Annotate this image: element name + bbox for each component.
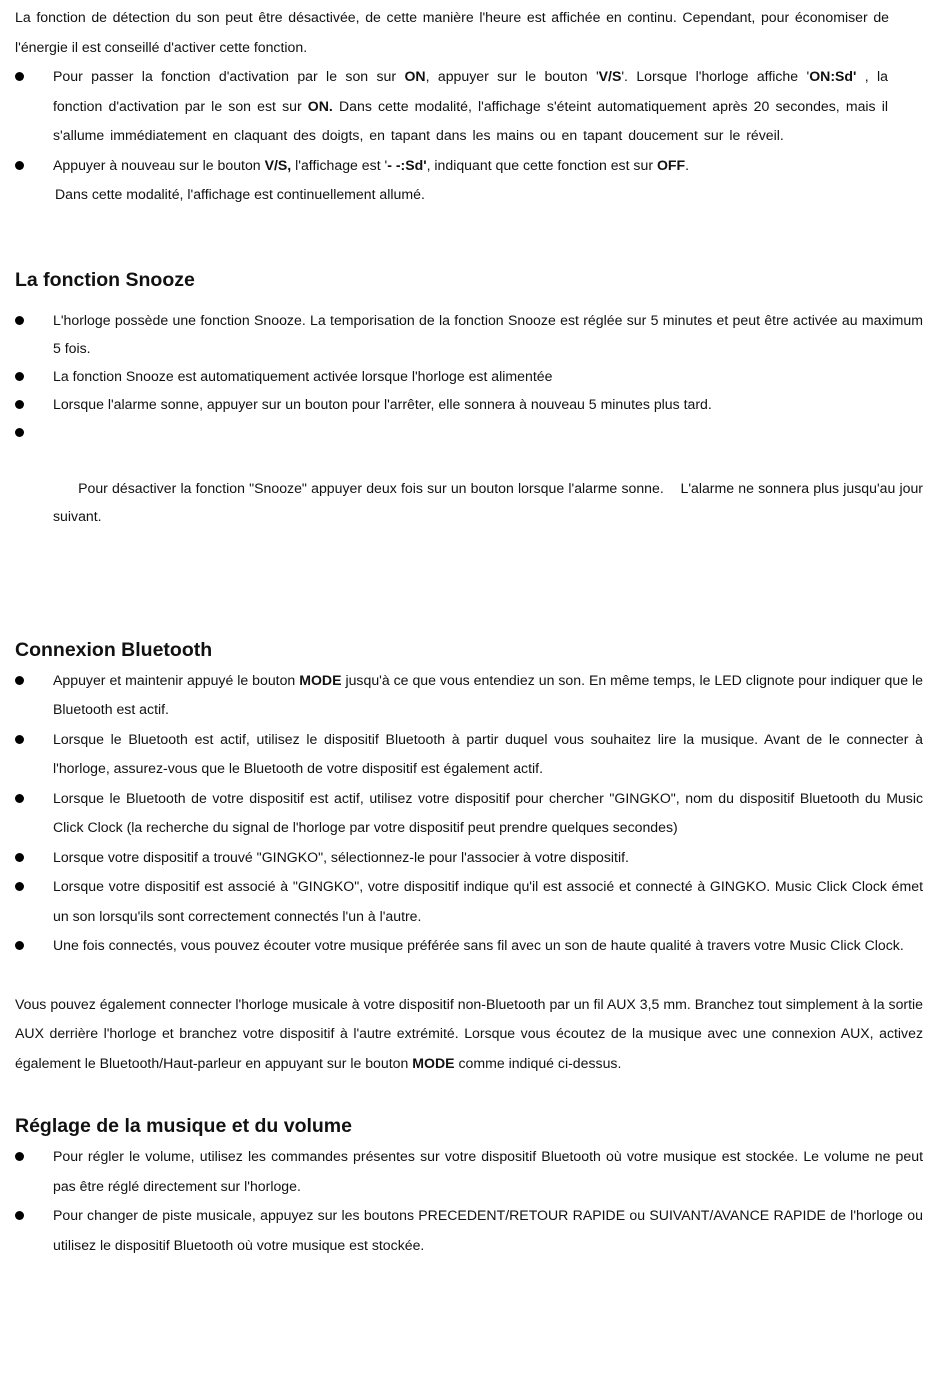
bluetooth-list [15, 666, 923, 961]
list-item: L'horloge possède une fonction Snooze. La temporisation de la fonction Snooze est réglée sur 5 minutes et peut être activée au maximum 5 fois. [15, 306, 923, 362]
list-item: Pour passer la fonction d'activation par le son sur ON, appuyer sur le bouton 'V/S'. Lorsque l'horloge affiche 'ON:Sd' , la fonction d'activation par le son est sur ON. Dans cette modalité, l'affichage s'éteint automatiquement après 20 secondes, mais il s'allume immédiatement en claquant des doigts, en tapant dans les mains ou en tapant doucement sur le réveil. [15, 62, 923, 151]
bullet-icon [15, 72, 24, 81]
bullet-icon [15, 372, 24, 381]
bullet-icon [15, 941, 24, 950]
list-item: Lorsque le Bluetooth est actif, utilisez le dispositif Bluetooth à partir duquel vous souhaitez lire la musique. Avant de le connecter à l'horloge, assurez-vous que le Bluetooth de votre dispositif est également actif. [15, 725, 923, 784]
volume-list [15, 1142, 923, 1260]
document-page [15, 0, 927, 1260]
list-item: Appuyer à nouveau sur le bouton V/S, l'affichage est '- -:Sd', indiquant que cette fonction est sur OFF. [15, 151, 923, 181]
spacer [15, 210, 923, 266]
bullet-icon [15, 882, 24, 891]
list-item: Lorsque l'alarme sonne, appuyer sur un bouton pour l'arrêter, elle sonnera à nouveau 5 minutes plus tard. [15, 390, 923, 418]
bluetooth-heading: Connexion Bluetooth [15, 638, 213, 661]
volume-heading: Réglage de la musique et du volume [15, 1115, 352, 1137]
snooze-list [15, 306, 927, 558]
list-item: Une fois connectés, vous pouvez écouter votre musique préférée sans fil avec un son de haute qualité à travers votre Music Click Clock. [15, 931, 923, 961]
list-item: Pour changer de piste musicale, appuyez sur les boutons PRECEDENT/RETOUR RAPIDE ou SUIVANT/AVANCE RAPIDE de l'horloge ou utilisez le dispositif Bluetooth où votre musique est stockée. [15, 1201, 923, 1260]
list-item: Appuyer et maintenir appuyé le bouton MODE jusqu'à ce que vous entendiez un son. En même temps, le LED clignote pour indiquer que le Bluetooth est actif. [15, 666, 923, 725]
bullet-icon [15, 794, 24, 803]
sound-activation-list [15, 62, 923, 180]
bullet-icon [15, 1152, 24, 1161]
bullet-icon [15, 676, 24, 685]
spacer [15, 558, 923, 636]
intro-paragraph: La fonction de détection du son peut être désactivée, de cette manière l'heure est affichée en continu. Cependant, pour économiser de l'énergie il est conseillé d'activer cette fonction. [15, 9, 889, 55]
list-item: Pour désactiver la fonction "Snooze" appuyer deux fois sur un bouton lorsque l'alarme sonne. L'alarme ne sonnera plus jusqu'au jour suivant. [15, 418, 923, 558]
bullet-icon [15, 161, 24, 170]
bullet-icon [15, 853, 24, 862]
bullet-icon [15, 1211, 24, 1220]
aux-paragraph: Vous pouvez également connecter l'horloge musicale à votre dispositif non-Bluetooth par un fil AUX 3,5 mm. Branchez tout simplement à la sortie AUX derrière l'horloge et branchez votre dispositif à l'autre extrémité. Lorsque vous écoutez de la musique avec une connexion AUX, activez également le Bluetooth/Haut-parleur en appuyant sur le bouton MODE comme indiqué ci-dessus. [15, 995, 923, 1071]
bullet-icon [15, 316, 24, 325]
spacer [15, 961, 923, 990]
bullet-icon [15, 428, 24, 437]
list-item: Lorsque votre dispositif est associé à "GINGKO", votre dispositif indique qu'il est associé et connecté à GINGKO. Music Click Clock émet un son lorsqu'ils sont correctement connectés l'un à l'autre. [15, 872, 923, 931]
bullet-icon [15, 735, 24, 744]
spacer [15, 294, 923, 306]
list-item: Lorsque votre dispositif a trouvé "GINGKO", sélectionnez-le pour l'associer à votre dispositif. [15, 843, 923, 873]
list-item: Lorsque le Bluetooth de votre dispositif est actif, utilisez votre dispositif pour chercher "GINGKO", nom du dispositif Bluetooth du Music Click Clock (la recherche du signal de l'horloge par votre dispositif peut prendre quelques secondes) [15, 784, 923, 843]
list-item: Pour régler le volume, utilisez les commandes présentes sur votre dispositif Bluetooth où votre musique est stockée. Le volume ne peut pas être réglé directement sur l'horloge. [15, 1142, 923, 1201]
bullet-icon [15, 400, 24, 409]
snooze-heading: La fonction Snooze [15, 268, 195, 291]
list-item: La fonction Snooze est automatiquement activée lorsque l'horloge est alimentée [15, 362, 923, 390]
spacer [15, 1078, 923, 1112]
sound-activation-note: Dans cette modalité, l'affichage est continuellement allumé. [55, 186, 425, 202]
